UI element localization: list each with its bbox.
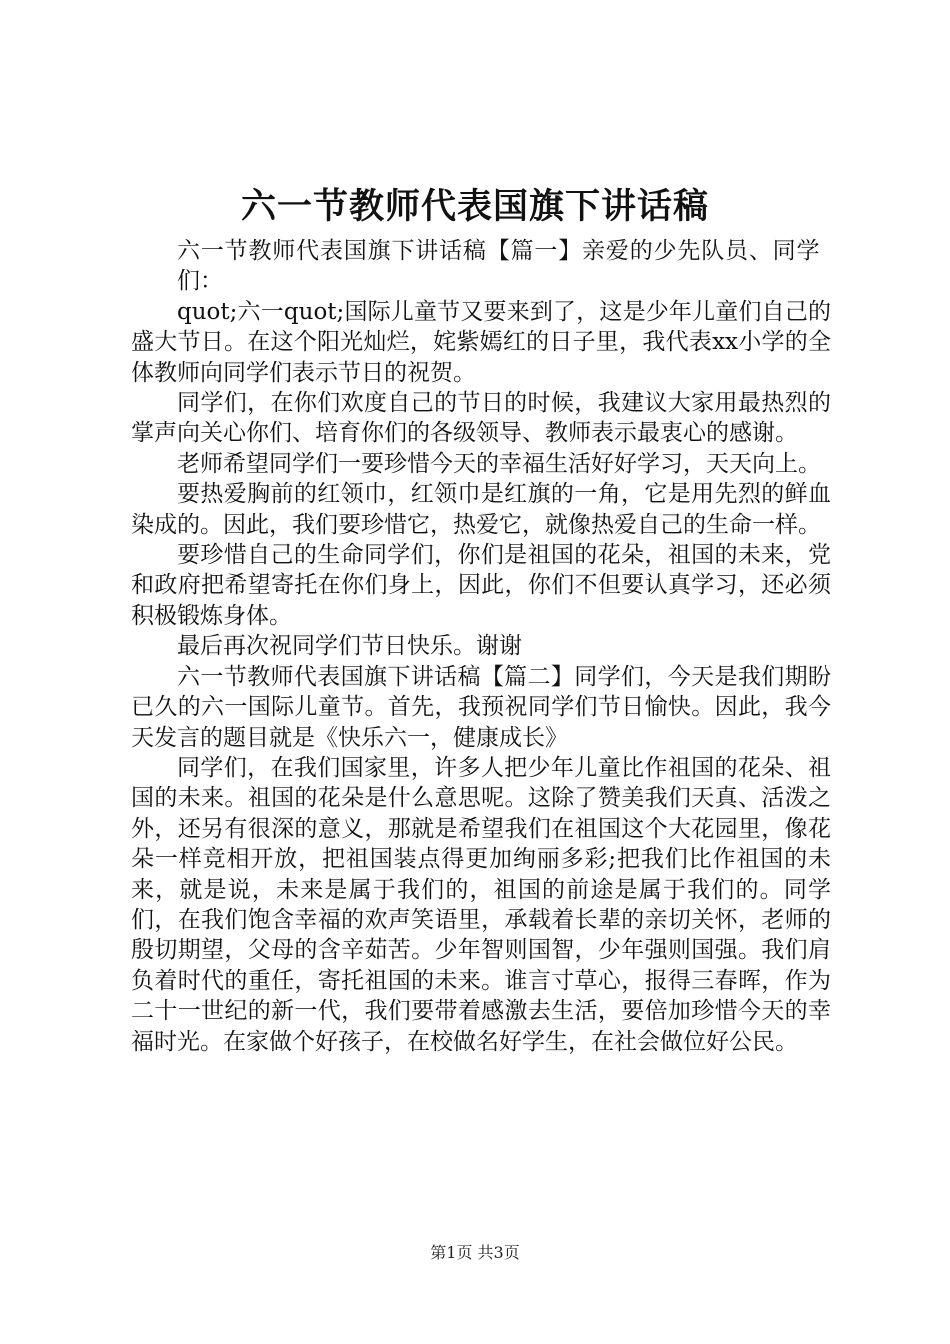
paragraph-6: 要珍惜自己的生命同学们，你们是祖国的花朵，祖国的未来，党和政府把希望寄托在你们身上，因此，你们不但要认真学习，还必须积极锻炼身体。 (131, 542, 831, 629)
paragraph-5: 要热爱胸前的红领巾，红领巾是红旗的一角，它是用先烈的鲜血染成的。因此，我们要珍惜它，热爱它，就像热爱自己的生命一样。 (131, 481, 831, 538)
page-footer: 第1页 共3页 (430, 1243, 520, 1262)
paragraph-7: 最后再次祝同学们节日快乐。谢谢 (177, 633, 522, 660)
document-title: 六一节教师代表国旗下讲话稿 (240, 186, 709, 227)
paragraph-8: 六一节教师代表国旗下讲话稿【篇二】同学们，今天是我们期盼已久的六一国际儿童节。首先，我预祝同学们节日愉快。因此，我今天发言的题目就是《快乐六一，健康成长》 (131, 663, 831, 751)
paragraph-2: quot;六一quot;国际儿童节又要来到了，这是少年儿童们自己的盛大节日。在这个阳光灿烂，姹紫嫣红的日子里，我代表xx小学的全体教师向同学们表示节日的祝贺。 (131, 298, 831, 386)
paragraph-1: 六一节教师代表国旗下讲话稿【篇一】亲爱的少先队员、同学们： (177, 238, 820, 295)
paragraph-3: 同学们，在你们欢度自己的节日的时候，我建议大家用最热烈的掌声向关心你们、培育你们的各级领导、教师表示最衷心的感谢。 (131, 390, 831, 447)
paragraph-9: 同学们，在我们国家里，许多人把少年儿童比作祖国的花朵、祖国的未来。祖国的花朵是什么意思呢。这除了赞美我们天真、活泼之外，还另有很深的意义，那就是希望我们在祖国这个大花园里，像花朵一样竞相开放，把祖国装点得更加绚丽多彩;把我们比作祖国的未来，就是说，未来是属于我们的，祖国的前途是属于我们的。同学们，在我们饱含幸福的欢声笑语里，承载着长辈的亲切关怀，老师的殷切期望，父母的含辛茹苦。少年智则国智，少年强则国强。我们肩负着时代的重任，寄托祖国的未来。谁言寸草心，报得三春晖，作为二十一世纪的新一代，我们要带着感激去生活，要倍加珍惜今天的幸福时光。在家做个好孩子，在校做名好学生，在社会做位好公民。 (131, 754, 831, 1055)
document-body (131, 236, 831, 1057)
paragraph-4: 老师希望同学们一要珍惜今天的幸福生活好好学习，天天向上。 (177, 450, 821, 477)
